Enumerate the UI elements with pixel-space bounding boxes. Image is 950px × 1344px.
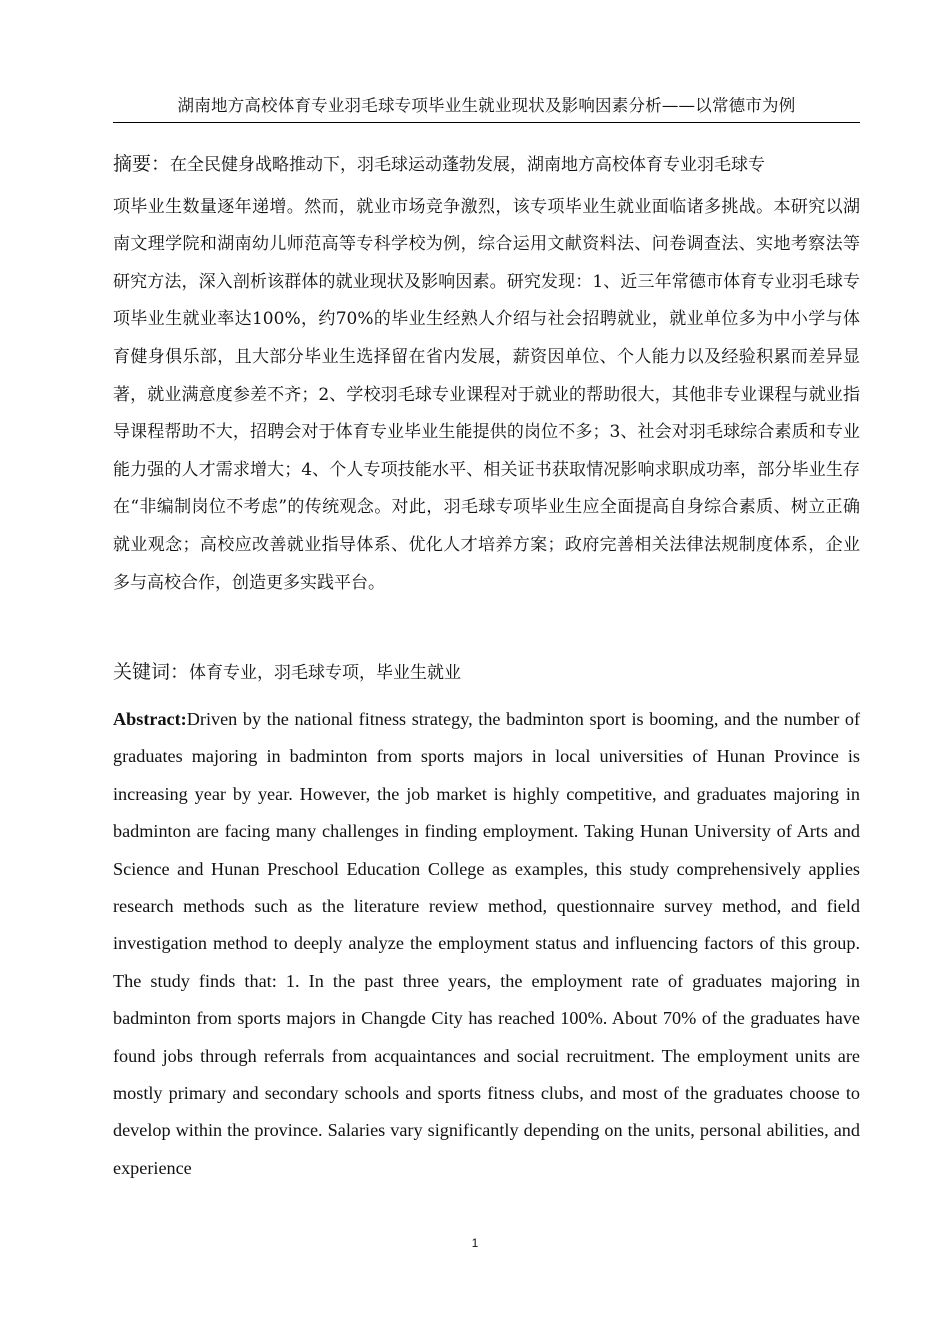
running-header <box>113 92 860 123</box>
keywords-section <box>113 656 860 689</box>
english-abstract <box>113 701 860 1187</box>
header-title: 湖南地方高校体育专业羽毛球专项毕业生就业现状及影响因素分析——以常德市为例 <box>177 96 796 115</box>
keywords-label: 关键词： <box>113 661 190 683</box>
keywords-text: 体育专业，羽毛球专项，毕业生就业 <box>189 663 462 683</box>
chinese-abstract-opening: 在全民健身战略推动下，羽毛球运动蓬勃发展，湖南地方高校体育专业羽毛球专 <box>170 155 766 175</box>
chinese-abstract <box>113 146 860 602</box>
chinese-abstract-body: 项毕业生数量逐年递增。然而，就业市场竞争激烈，该专项毕业生就业面临诸多挑战。本研究以湖南文理学院和湖南幼儿师范高等专科学校为例，综合运用文献资料法、问卷调查法、实地考察法等研究方法，深入剖析该群体的就业现状及影响因素。研究发现：1、近三年常德市体育专业羽毛球专项毕业生就业率达100%，约70%的毕业生经熟人介绍与社会招聘就业，就业单位多为中小学与体育健身俱乐部，且大部分毕业生选择留在省内发展，薪资因单位、个人能力以及经验积累而差异显著，就业满意度参差不齐；2、学校羽毛球专业课程对于就业的帮助很大，其他非专业课程与就业指导课程帮助不大，招聘会对于体育专业毕业生能提供的岗位不多；3、社会对羽毛球综合素质和专业能力强的人才需求增大；4、个人专项技能水平、相关证书获取情况影响求职成功率，部分毕业生存在“非编制岗位不考虑”的传统观念。对此，羽毛球专项毕业生应全面提高自身综合素质、树立正确就业观念；高校应改善就业指导体系、优化人才培养方案；政府完善相关法律法规制度体系，企业多与高校合作，创造更多实践平台。 <box>113 196 860 593</box>
english-abstract-text: Driven by the national fitness strategy, the badminton sport is booming, and the number of graduates majoring in badminton from sports majors in local universities of Hunan Province is increasing year by year. However, the job market is highly competitive, and graduates majoring in badminton are facing many challenges in finding employment. Taking Hunan University of Arts and Science and Hunan Preschool Education College as examples, this study comprehensively applies research methods such as the literature review method, questionnaire survey method, and field investigation method to deeply analyze the employment status and influencing factors of this group. The study finds that: 1. In the past three years, the employment rate of graduates majoring in badminton from sports majors in Changde City has reached 100%. About 70% of the graduates have found jobs through referrals from acquaintances and social recruitment. The employment units are mostly primary and secondary schools and sports fitness clubs, and most of the graduates choose to develop within the province. Salaries vary significantly depending on the units, personal abilities, and experience <box>113 709 860 1178</box>
chinese-abstract-first-line <box>113 146 860 185</box>
english-abstract-label: Abstract: <box>113 709 187 729</box>
page-number-text: 1 <box>471 1236 479 1250</box>
chinese-abstract-label: 摘要： <box>113 153 171 175</box>
page-number <box>0 1236 950 1250</box>
